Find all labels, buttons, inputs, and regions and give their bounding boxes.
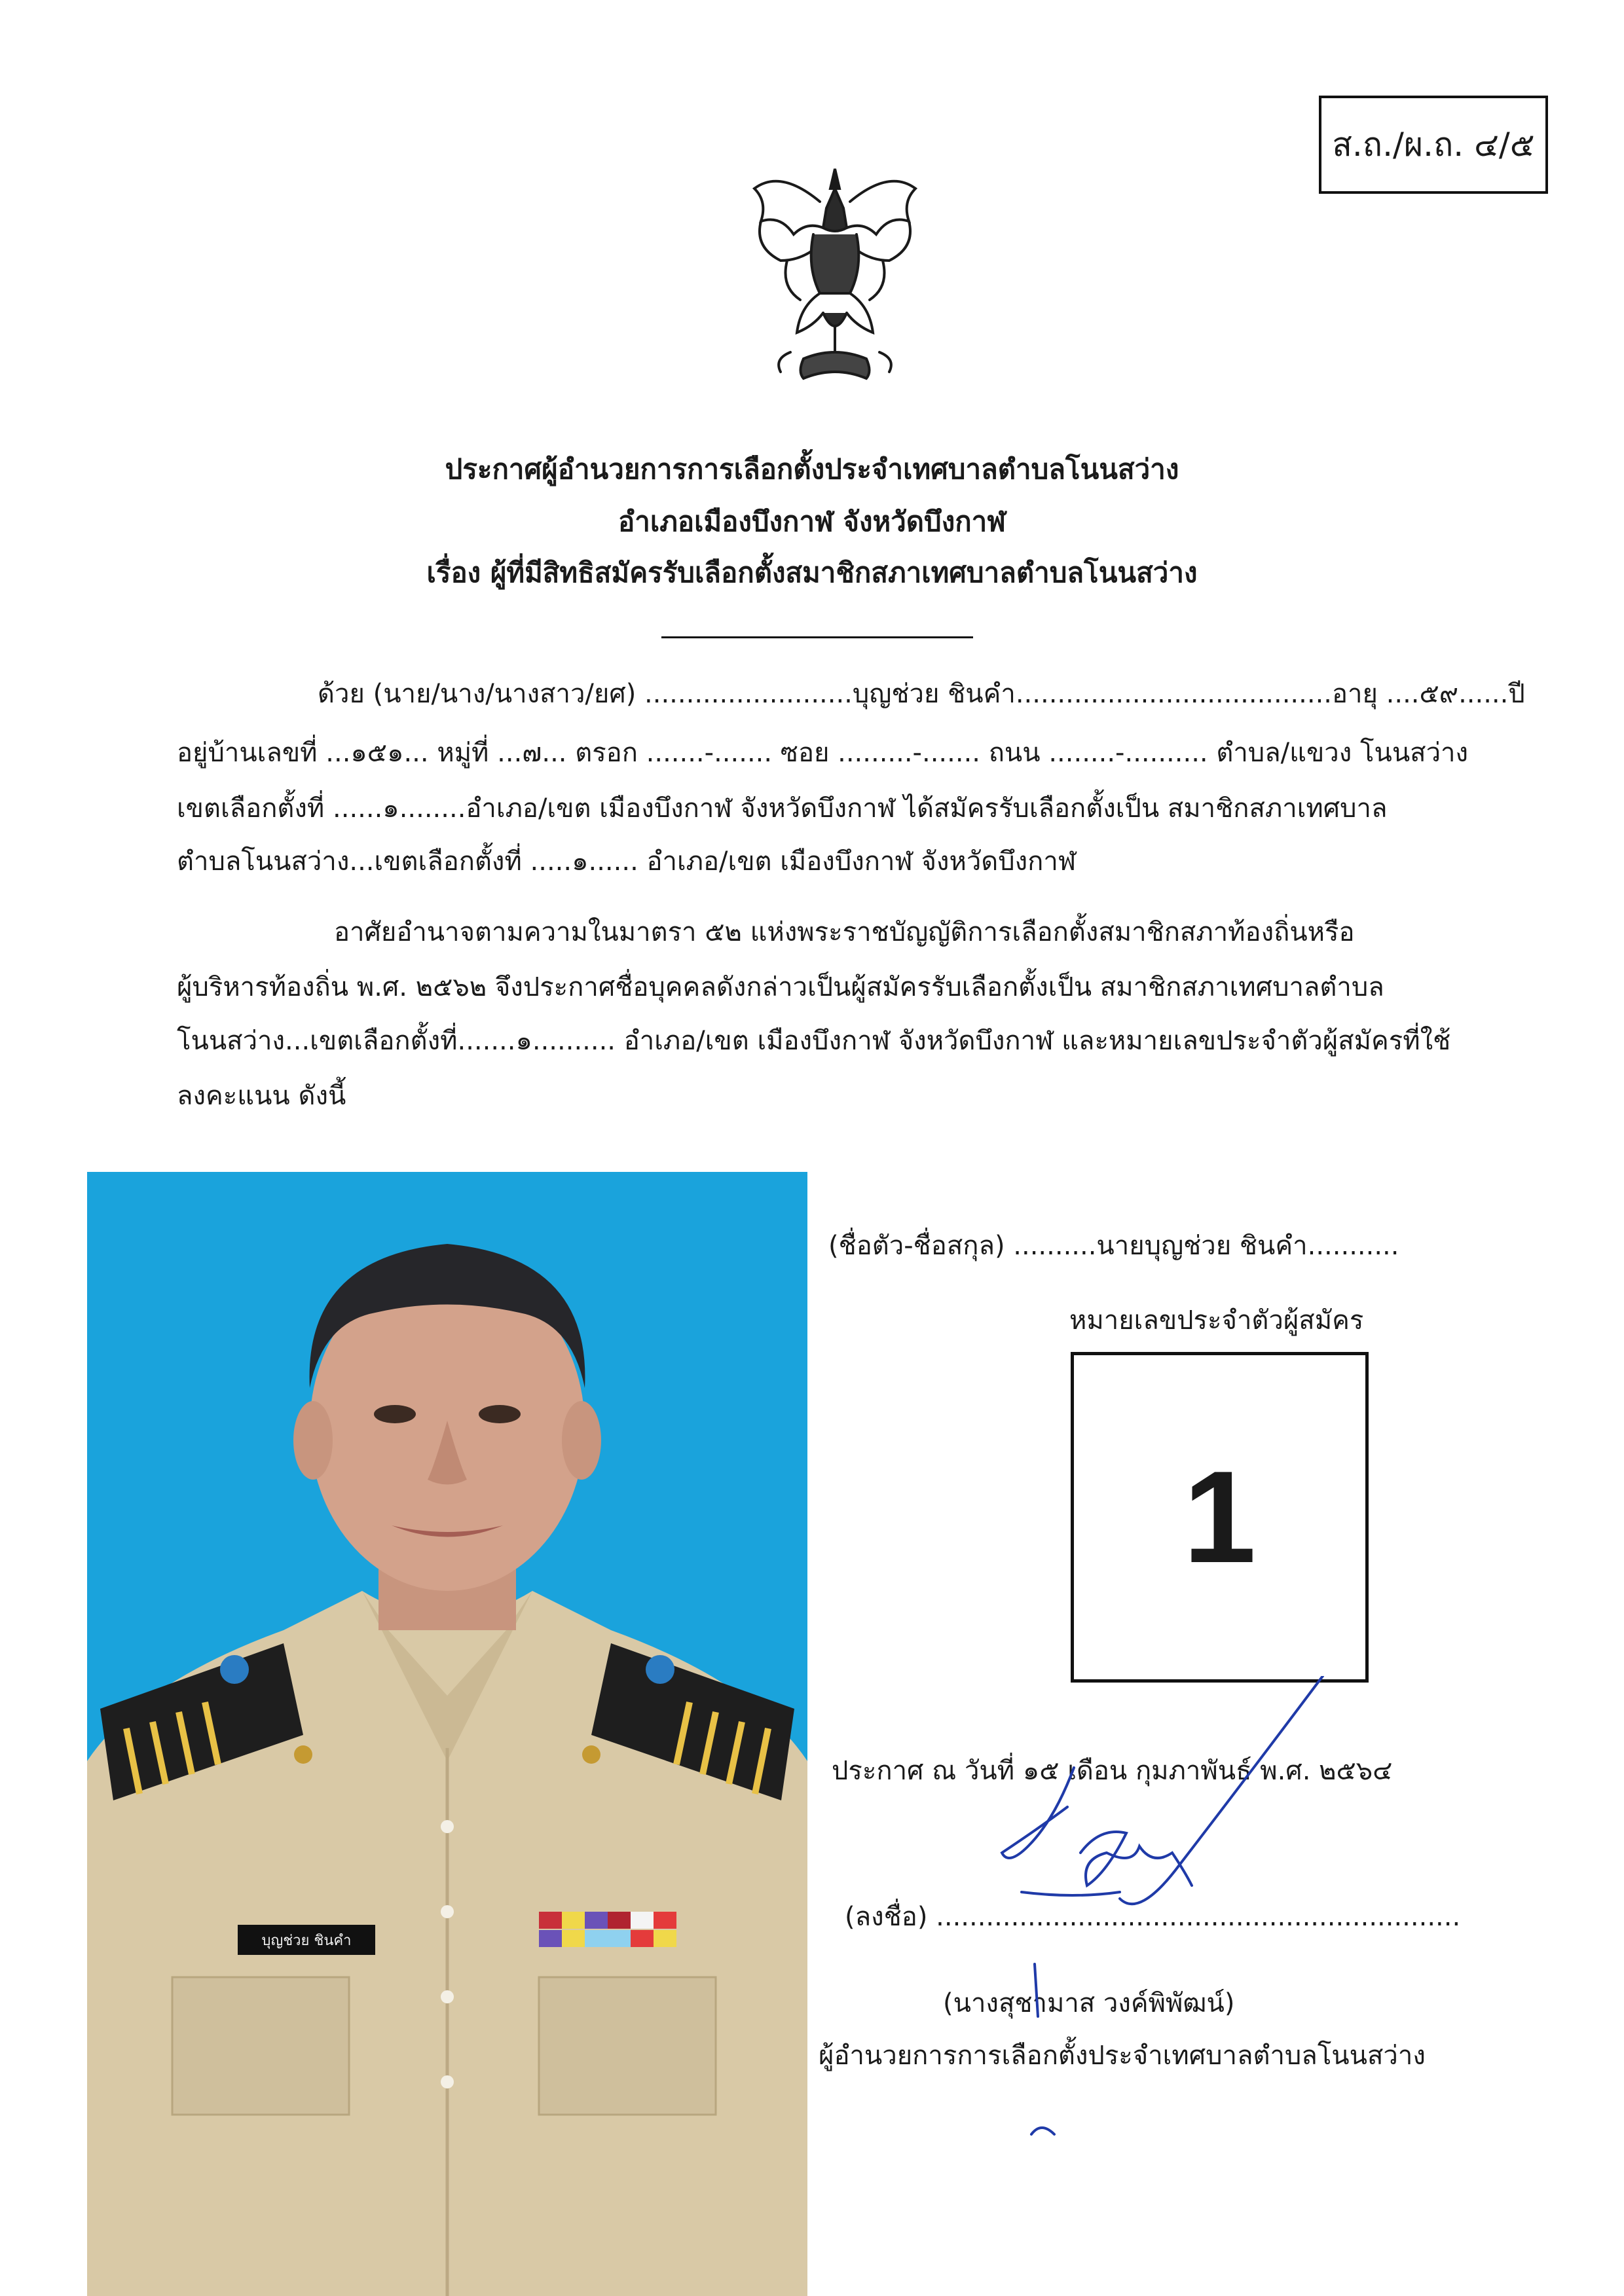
para2-line-3: โนนสว่าง...เขตเลือกตั้งที่.......๑.......... อำเภอ/เขต เมืองบึงกาฬ จังหวัดบึงกาฬ และหมายเลขประจำตัวผู้สมัครที่ใช้: [177, 1026, 1451, 1056]
signer-name: (นางสุชามาส วงค์พิพัฒน์): [943, 1988, 1235, 2018]
para1-line-1: ด้วย (นาย/นาง/นางสาว/ยศ) .........................บุญช่วย ชินคำ......................................อายุ ....๕๙......ปี: [318, 679, 1525, 709]
candidate-number-label: หมายเลขประจำตัวผู้สมัคร: [1069, 1305, 1364, 1336]
form-code-box: [1319, 96, 1548, 194]
candidate-name-line: (ชื่อตัว-ชื่อสกุล) ..........นายบุญช่วย ชินคำ...........: [828, 1231, 1399, 1261]
candidate-name-tag: บุญช่วย ชินคำ: [261, 1933, 352, 1949]
candidate-photo: [87, 1172, 807, 2296]
header-line-2: อำเภอเมืองบึงกาฬ จังหวัดบึงกาฬ: [618, 505, 1006, 538]
candidate-portrait: [87, 1172, 807, 2296]
header-line-1: ประกาศผู้อำนวยการการเลือกตั้งประจำเทศบาลตำบลโนนสว่าง: [445, 453, 1179, 485]
candidate-number-box: [1071, 1352, 1369, 1683]
candidate-number: 1: [1183, 1444, 1257, 1590]
form-code: ส.ถ./ผ.ถ. ๔/๕: [1332, 125, 1535, 164]
para2-line-1: อาศัยอำนาจตามความในมาตรา ๕๒ แห่งพระราชบัญญัติการเลือกตั้งสมาชิกสภาท้องถิ่นหรือ: [334, 917, 1355, 947]
para2-line-4: ลงคะแนน ดังนี้: [177, 1081, 346, 1111]
garuda-emblem-icon: [741, 162, 929, 389]
header-line-3: เรื่อง ผู้ที่มีสิทธิสมัครรับเลือกตั้งสมาชิกสภาเทศบาลตำบลโนนสว่าง: [426, 556, 1198, 589]
announce-date: ประกาศ ณ วันที่ ๑๕ เดือน กุมภาพันธ์ พ.ศ. ๒๕๖๔: [832, 1756, 1393, 1786]
signer-title: ผู้อำนวยการการเลือกตั้งประจำเทศบาลตำบลโนนสว่าง: [819, 2041, 1426, 2071]
para1-line-3: เขตเลือกตั้งที่ ......๑........อำเภอ/เขต เมืองบึงกาฬ จังหวัดบึงกาฬ ได้สมัครรับเลือกตั้งเป็น สมาชิกสภาเทศบาล: [177, 793, 1388, 824]
signature-mark: [904, 1676, 1349, 2174]
sign-line: (ลงชื่อ) ...............................................................: [845, 1902, 1461, 1932]
header-divider: [661, 636, 973, 638]
para1-line-2: อยู่บ้านเลขที่ ...๑๕๑... หมู่ที่ ...๗... ตรอก .......-....... ซอย .........-....... ถนน ........-.......... ตำบล/แขวง โนนสว่าง: [177, 738, 1469, 768]
para2-line-2: ผู้บริหารท้องถิ่น พ.ศ. ๒๕๖๒ จึงประกาศชื่อบุคคลดังกล่าวเป็นผู้สมัครรับเลือกตั้งเป็น สมาชิกสภาเทศบาลตำบล: [177, 972, 1384, 1002]
para1-line-4: ตำบลโนนสว่าง...เขตเลือกตั้งที่ .....๑...... อำเภอ/เขต เมืองบึงกาฬ จังหวัดบึงกาฬ: [177, 847, 1077, 877]
